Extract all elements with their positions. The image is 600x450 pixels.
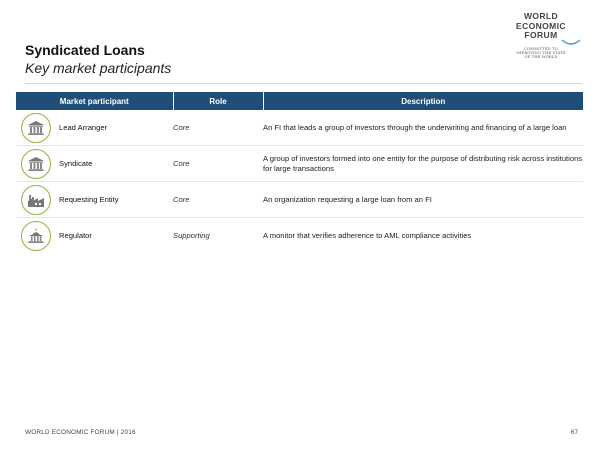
logo-tagline-2: IMPROVING THE STATE (516, 50, 566, 55)
table-header-row (16, 92, 583, 110)
participants-table (16, 92, 583, 253)
wef-logo (506, 12, 576, 59)
table-row (16, 146, 583, 182)
footer-source: WORLD ECONOMIC FORUM | 2016 (25, 429, 136, 436)
bank-icon (21, 149, 51, 179)
participant-description: A group of investors formed into one entity for the purpose of distributing risk across institutions for large transactions (263, 146, 583, 182)
participant-name: Requesting Entity (59, 195, 119, 204)
participant-name: Lead Arranger (59, 123, 108, 132)
participant-role: Supporting (173, 218, 263, 254)
column-header-participant: Market participant (16, 92, 173, 110)
factory-icon (21, 185, 51, 215)
table-row (16, 182, 583, 218)
participant-role: Core (173, 123, 190, 132)
table-row (16, 218, 583, 254)
participant-name: Regulator (59, 231, 92, 240)
page-subtitle: Key market participants (25, 60, 172, 76)
participant-description: A monitor that verifies adherence to AML compliance activities (263, 218, 583, 254)
logo-line-3: FORUM (524, 30, 558, 40)
page-number: 67 (570, 429, 578, 436)
participant-description: An organization requesting a large loan from an FI (263, 182, 583, 218)
bank-icon (21, 113, 51, 143)
table-row (16, 110, 583, 146)
participant-role: Core (173, 182, 263, 218)
participant-description: An FI that leads a group of investors through the underwriting and financing of a large loan (263, 122, 567, 132)
column-header-description: Description (263, 92, 583, 110)
participant-name: Syndicate (59, 159, 93, 168)
logo-arc-icon (560, 38, 582, 48)
capitol-icon (21, 221, 51, 251)
logo-tagline-1: COMMITTED TO (524, 46, 558, 51)
column-header-role: Role (173, 92, 263, 110)
title-divider (25, 83, 582, 84)
logo-line-1: WORLD (523, 11, 559, 21)
logo-line-2: ECONOMIC (516, 20, 566, 31)
logo-tagline-3: OF THE WORLD (524, 54, 558, 59)
page-title: Syndicated Loans (25, 42, 145, 58)
participant-role: Core (173, 146, 263, 182)
